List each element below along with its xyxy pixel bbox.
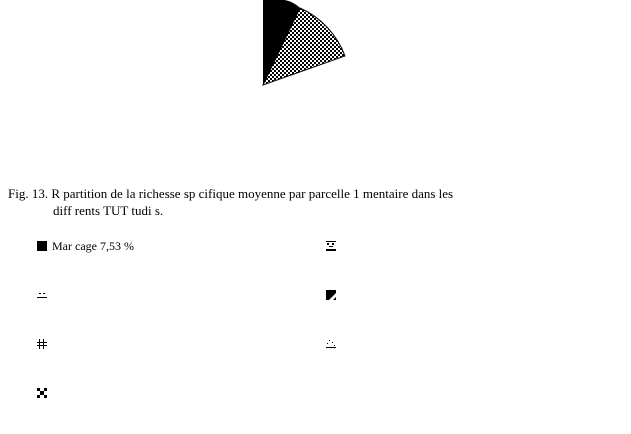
legend-item-cross [37, 386, 52, 400]
figure-caption [8, 185, 453, 219]
legend-swatch-dash-icon [37, 290, 47, 300]
legend-item-dots [326, 239, 341, 253]
legend-swatch-sparse-icon [326, 339, 336, 349]
legend-item-solid [37, 239, 134, 253]
pie-chart [0, 0, 631, 100]
legend-swatch-solid-icon [37, 241, 47, 251]
legend-item-sparse [326, 337, 341, 351]
legend-swatch-hash-icon [37, 339, 47, 349]
caption-line-1: Fig. 13. R partition de la richesse sp cifique moyenne par parcelle 1 mentaire dans les [8, 186, 454, 201]
legend-swatch-diagonal-icon [326, 290, 336, 300]
legend-swatch-cross-icon [37, 388, 47, 398]
legend-swatch-dots-icon [326, 241, 336, 251]
legend-item-hash [37, 337, 52, 351]
legend-item-diagonal [326, 288, 341, 302]
legend-item-dash [37, 288, 52, 302]
caption-line-2: diff rents TUT tudi s. [53, 203, 164, 218]
legend-label: Mar cage 7,53 % [52, 239, 134, 253]
